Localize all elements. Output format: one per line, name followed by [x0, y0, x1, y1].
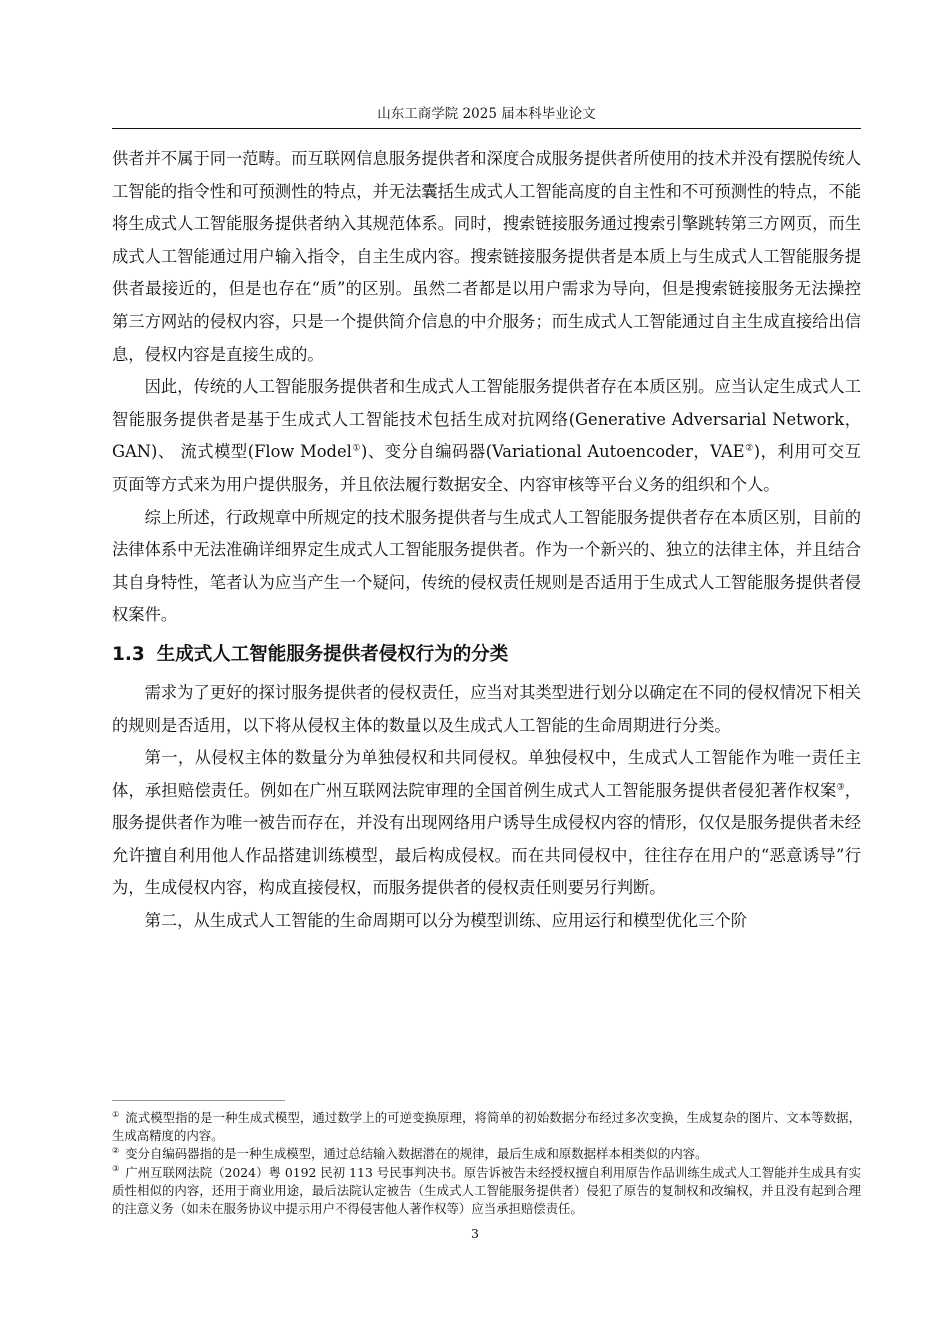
paragraph-text: ，服务提供者作为唯一被告而存在，并没有出现网络用户诱导生成侵权内容的情形，仅仅是服务提供者未经允许擅自利用他人作品搭建训练模型，最后构成侵权。而在共同侵权中，往往存在用户的“恶意诱导”行为，生成侵权内容，构成直接侵权，而服务提供者的侵权责任则要另行判断。 [112, 780, 861, 898]
section-number: 1.3 [112, 643, 145, 665]
footnotes [112, 1109, 861, 1218]
footnote-text: 变分自编码器指的是一种生成模型，通过总结输入数据潜在的规律，最后生成和原数据样本相类似的内容。 [125, 1146, 708, 1162]
footnote-mark: ② [112, 1146, 120, 1156]
section-title: 生成式人工智能服务提供者侵权行为的分类 [156, 643, 509, 665]
footnote-text: 流式模型指的是一种生成式模型，通过数学上的可逆变换原理，将简单的初始数据分布经过多次变换，生成复杂的图片、文本等数据，生成高精度的内容。 [112, 1110, 862, 1144]
page-number: 3 [471, 1226, 479, 1241]
footnote-ref[interactable]: ③ [836, 782, 845, 793]
header-rule [112, 128, 861, 129]
paragraph: 第二，从生成式人工智能的生命周期可以分为模型训练、应用运行和模型优化三个阶 [144, 911, 748, 931]
paragraph-text: 因此，传统的人工智能服务提供者和生成式人工智能服务提供者存在本质区别。应当认定生成式人工智能服务提供者是基于生成式人工智能技术包括生成对抗网络(Generative Adversarial Network，GAN)、 流式模型(Flow Model [112, 377, 861, 462]
main-body [112, 143, 861, 938]
footnote [112, 1145, 861, 1163]
footnote [112, 1164, 861, 1219]
paragraph: 综上所述，行政规章中所规定的技术服务提供者与生成式人工智能服务提供者存在本质区别，目前的法律体系中无法准确详细界定生成式人工智能服务提供者。作为一个新兴的、独立的法律主体，并且结合其自身特性，笔者认为应当产生一个疑问，传统的侵权责任规则是否适用于生成式人工智能服务提供者侵权案件。 [112, 507, 861, 625]
footnote-rule [112, 1100, 285, 1101]
footnote-mark: ① [112, 1109, 120, 1119]
paragraph [112, 742, 861, 905]
paragraph-continued: 供者并不属于同一范畴。而互联网信息服务提供者和深度合成服务提供者所使用的技术并没有摆脱传统人工智能的指令性和可预测性的特点，并无法囊括生成式人工智能高度的自主性和不可预测性的特点，不能将生成式人工智能服务提供者纳入其规范体系。同时，搜索链接服务通过搜索引擎跳转第三方网页，而生成式人工智能通过用户输入指令，自主生成内容。搜索链接服务提供者是本质上与生成式人工智能服务提供者最接近的，但是也存在“质”的区别。虽然二者都是以用户需求为导向，但是搜索链接服务无法操控第三方网站的侵权内容，只是一个提供简介信息的中介服务；而生成式人工智能通过自主生成直接给出信息，侵权内容是直接生成的。 [112, 149, 861, 364]
footnote-mark: ③ [112, 1164, 120, 1174]
paragraph: 需求为了更好的探讨服务提供者的侵权责任，应当对其类型进行划分以确定在不同的侵权情况下相关的规则是否适用，以下将从侵权主体的数量以及生成式人工智能的生命周期进行分类。 [112, 682, 861, 735]
paragraph-text: 第一，从侵权主体的数量分为单独侵权和共同侵权。单独侵权中，生成式人工智能作为唯一责任主体，承担赔偿责任。例如在广州互联网法院审理的全国首例生成式人工智能服务提供者侵犯著作权案 [112, 748, 861, 800]
paragraph [112, 371, 861, 501]
footnote-text: 广州互联网法院（2024）粤 0192 民初 113 号民事判决书。原告诉被告未经授权擅自利用原告作品训练生成式人工智能并生成具有实质性相似的内容，还用于商业用途，最后法院认定被告（生成式人工智能服务提供者）侵犯了原告的复制权和改编权，并且没有起到合理的注意义务（如未在服务协议中提示用户不得侵害他人著作权等）应当承担赔偿责任。 [112, 1164, 861, 1217]
section-heading [112, 642, 861, 668]
paragraph-text: )、变分自编码器(Variational Autoencoder，VAE [361, 442, 745, 462]
running-header: 山东工商学院 2025 届本科毕业论文 [377, 106, 596, 122]
paragraph-text: )，利用可交互页面等方式来为用户提供服务，并且依法履行数据安全、内容审核等平台义务的组织和个人。 [112, 442, 862, 494]
footnote-ref[interactable]: ② [744, 443, 754, 454]
footnote [112, 1109, 861, 1145]
footnote-ref[interactable]: ① [351, 443, 361, 454]
